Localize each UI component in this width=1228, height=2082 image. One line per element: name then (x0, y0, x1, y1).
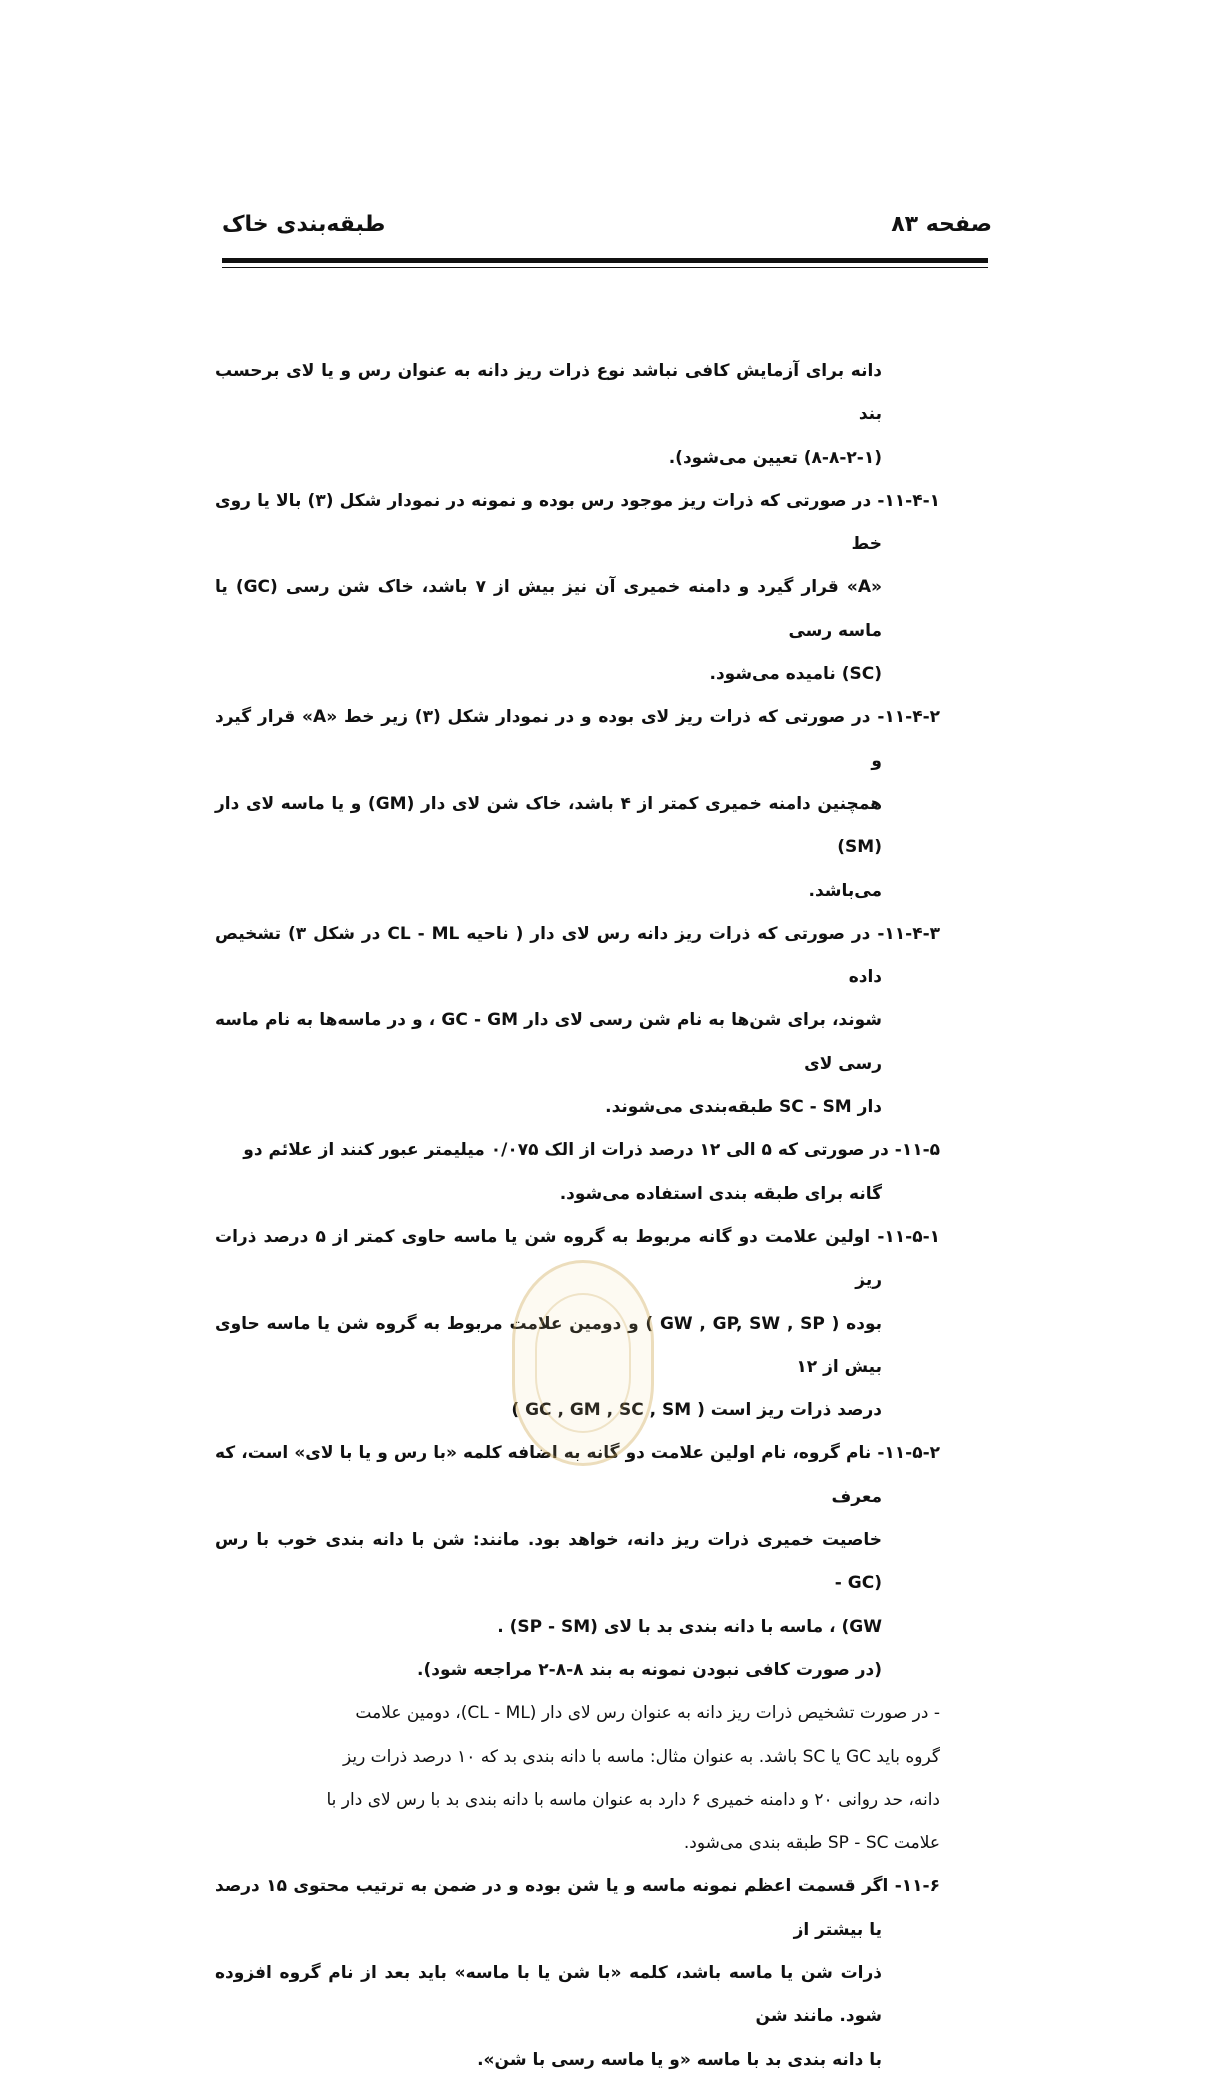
text-line: علامت SP - SC طبقه بندی می‌شود. (683, 1833, 940, 1854)
section-number: ۱۱-۵-۲- (877, 1443, 941, 1464)
section-11-4-3 (215, 913, 940, 1129)
section-11-4-2 (215, 696, 940, 912)
section-number: ۱۱-۴-۱- (877, 490, 941, 511)
section-number: ۱۱-۶- (894, 1876, 940, 1897)
page-number: صفحه ۸۳ (891, 212, 992, 237)
text-line: در صورتی که ذرات ریز موجود رس بوده و نمونه در نمودار شکل (۳) بالا یا روی خط (215, 490, 882, 555)
text-line: اولین علامت دو گانه مربوط به گروه شن یا ماسه حاوی کمتر از ۵ درصد ذرات ریز (215, 1226, 882, 1291)
text-line: می‌باشد. (808, 880, 882, 901)
section-number: ۱۱-۴-۳- (877, 923, 941, 944)
text-line: GW) ، ماسه با دانه بندی بد با لای (SP - SM) . (497, 1616, 882, 1637)
text-line: دار SC - SM طبقه‌بندی می‌شوند. (605, 1097, 882, 1118)
section-number: ۱۱-۵- (894, 1140, 940, 1161)
paragraph-continued (215, 350, 940, 480)
text-line: دانه، حد روانی ۲۰ و دامنه خمیری ۶ دارد به عنوان ماسه با دانه بندی بد با رس لای دار با (326, 1789, 940, 1810)
body-text (215, 350, 940, 2082)
section-number: ۱۱-۵-۱- (877, 1226, 941, 1247)
section-11-5 (215, 1129, 940, 1216)
text-line: ذرات شن یا ماسه باشد، کلمه «با شن یا با ماسه» باید بعد از نام گروه افزوده شود. مانند شن (215, 1962, 882, 2027)
text-line: نام گروه، نام اولین علامت دو گانه به اضافه کلمه «با رس و یا با لای» است، که معرف (215, 1443, 882, 1507)
text-line: در صورتی که ذرات ریز دانه رس لای دار ( ناحیه CL - ML در شکل ۳) تشخیص داده (215, 923, 882, 988)
section-11-4-1 (215, 480, 940, 696)
header-rule (222, 258, 988, 263)
note-paragraph (215, 1692, 940, 1865)
text-line: گانه برای طبقه بندی استفاده می‌شود. (559, 1183, 882, 1204)
text-line: خاصیت خمیری ذرات ریز دانه، خواهد بود. مانند: شن با دانه بندی خوب با رس (GC - (215, 1530, 882, 1594)
section-11-6 (215, 1865, 940, 2081)
text-line: همچنین دامنه خمیری کمتر از ۴ باشد، خاک شن لای دار (GM) و یا ماسه لای دار (SM) (215, 793, 882, 858)
text-line: (SC) نامیده می‌شود. (709, 664, 882, 685)
section-11-5-2 (215, 1432, 940, 1692)
text-line: در صورتی که ذرات ریز لای بوده و در نمودار شکل (۳) زیر خط «A» قرار گیرد و (215, 707, 882, 771)
text-line: با دانه بندی بد با ماسه «و یا ماسه رسی با شن». (477, 2049, 882, 2070)
text-line: (۸-۸-۲-۱) تعیین می‌شود). (668, 447, 882, 468)
header-rule-thin (222, 267, 988, 268)
section-number: ۱۱-۴-۲- (877, 707, 941, 728)
text-line: درصد ذرات ریز است ( GC , GM , SC , SM ) (511, 1400, 882, 1421)
text-line: در صورتی که ۵ الی ۱۲ درصد ذرات از الک ۰/۰۷۵ میلیمتر عبور کنند از علائم دو (243, 1140, 889, 1161)
text-line: (در صورت کافی نبودن نمونه به بند ۸-۸-۲ مراجعه شود). (417, 1659, 882, 1680)
running-title: طبقه‌بندی خاک (222, 212, 386, 237)
text-line: شوند، برای شن‌ها به نام شن رسی لای دار GC - GM ، و در ماسه‌ها به نام ماسه رسی لای (215, 1010, 882, 1074)
text-line: بوده ( GW , GP, SW , SP ) و دومین علامت مربوط به گروه شن یا ماسه حاوی بیش از ۱۲ (215, 1313, 882, 1377)
text-line: گروه باید GC یا SC باشد. به عنوان مثال: ماسه با دانه بندی بد که ۱۰ درصد ذرات ریز (342, 1746, 940, 1767)
watermark-stamp (512, 1260, 654, 1466)
text-line: اگر قسمت اعظم نمونه ماسه و یا شن بوده و در ضمن به ترتیب محتوی ۱۵ درصد یا بیشتر از (215, 1876, 889, 1940)
text-line: «A» قرار گیرد و دامنه خمیری آن نیز بیش از ۷ باشد، خاک شن رسی (GC) یا ماسه رسی (215, 577, 882, 641)
watermark-stamp-inner (535, 1293, 631, 1433)
text-line: - در صورت تشخیص ذرات ریز دانه به عنوان رس لای دار (CL - ML)، دومین علامت (355, 1703, 940, 1724)
text-line: دانه برای آزمایش کافی نباشد نوع ذرات ریز دانه به عنوان رس و یا لای برحسب بند (215, 361, 882, 425)
